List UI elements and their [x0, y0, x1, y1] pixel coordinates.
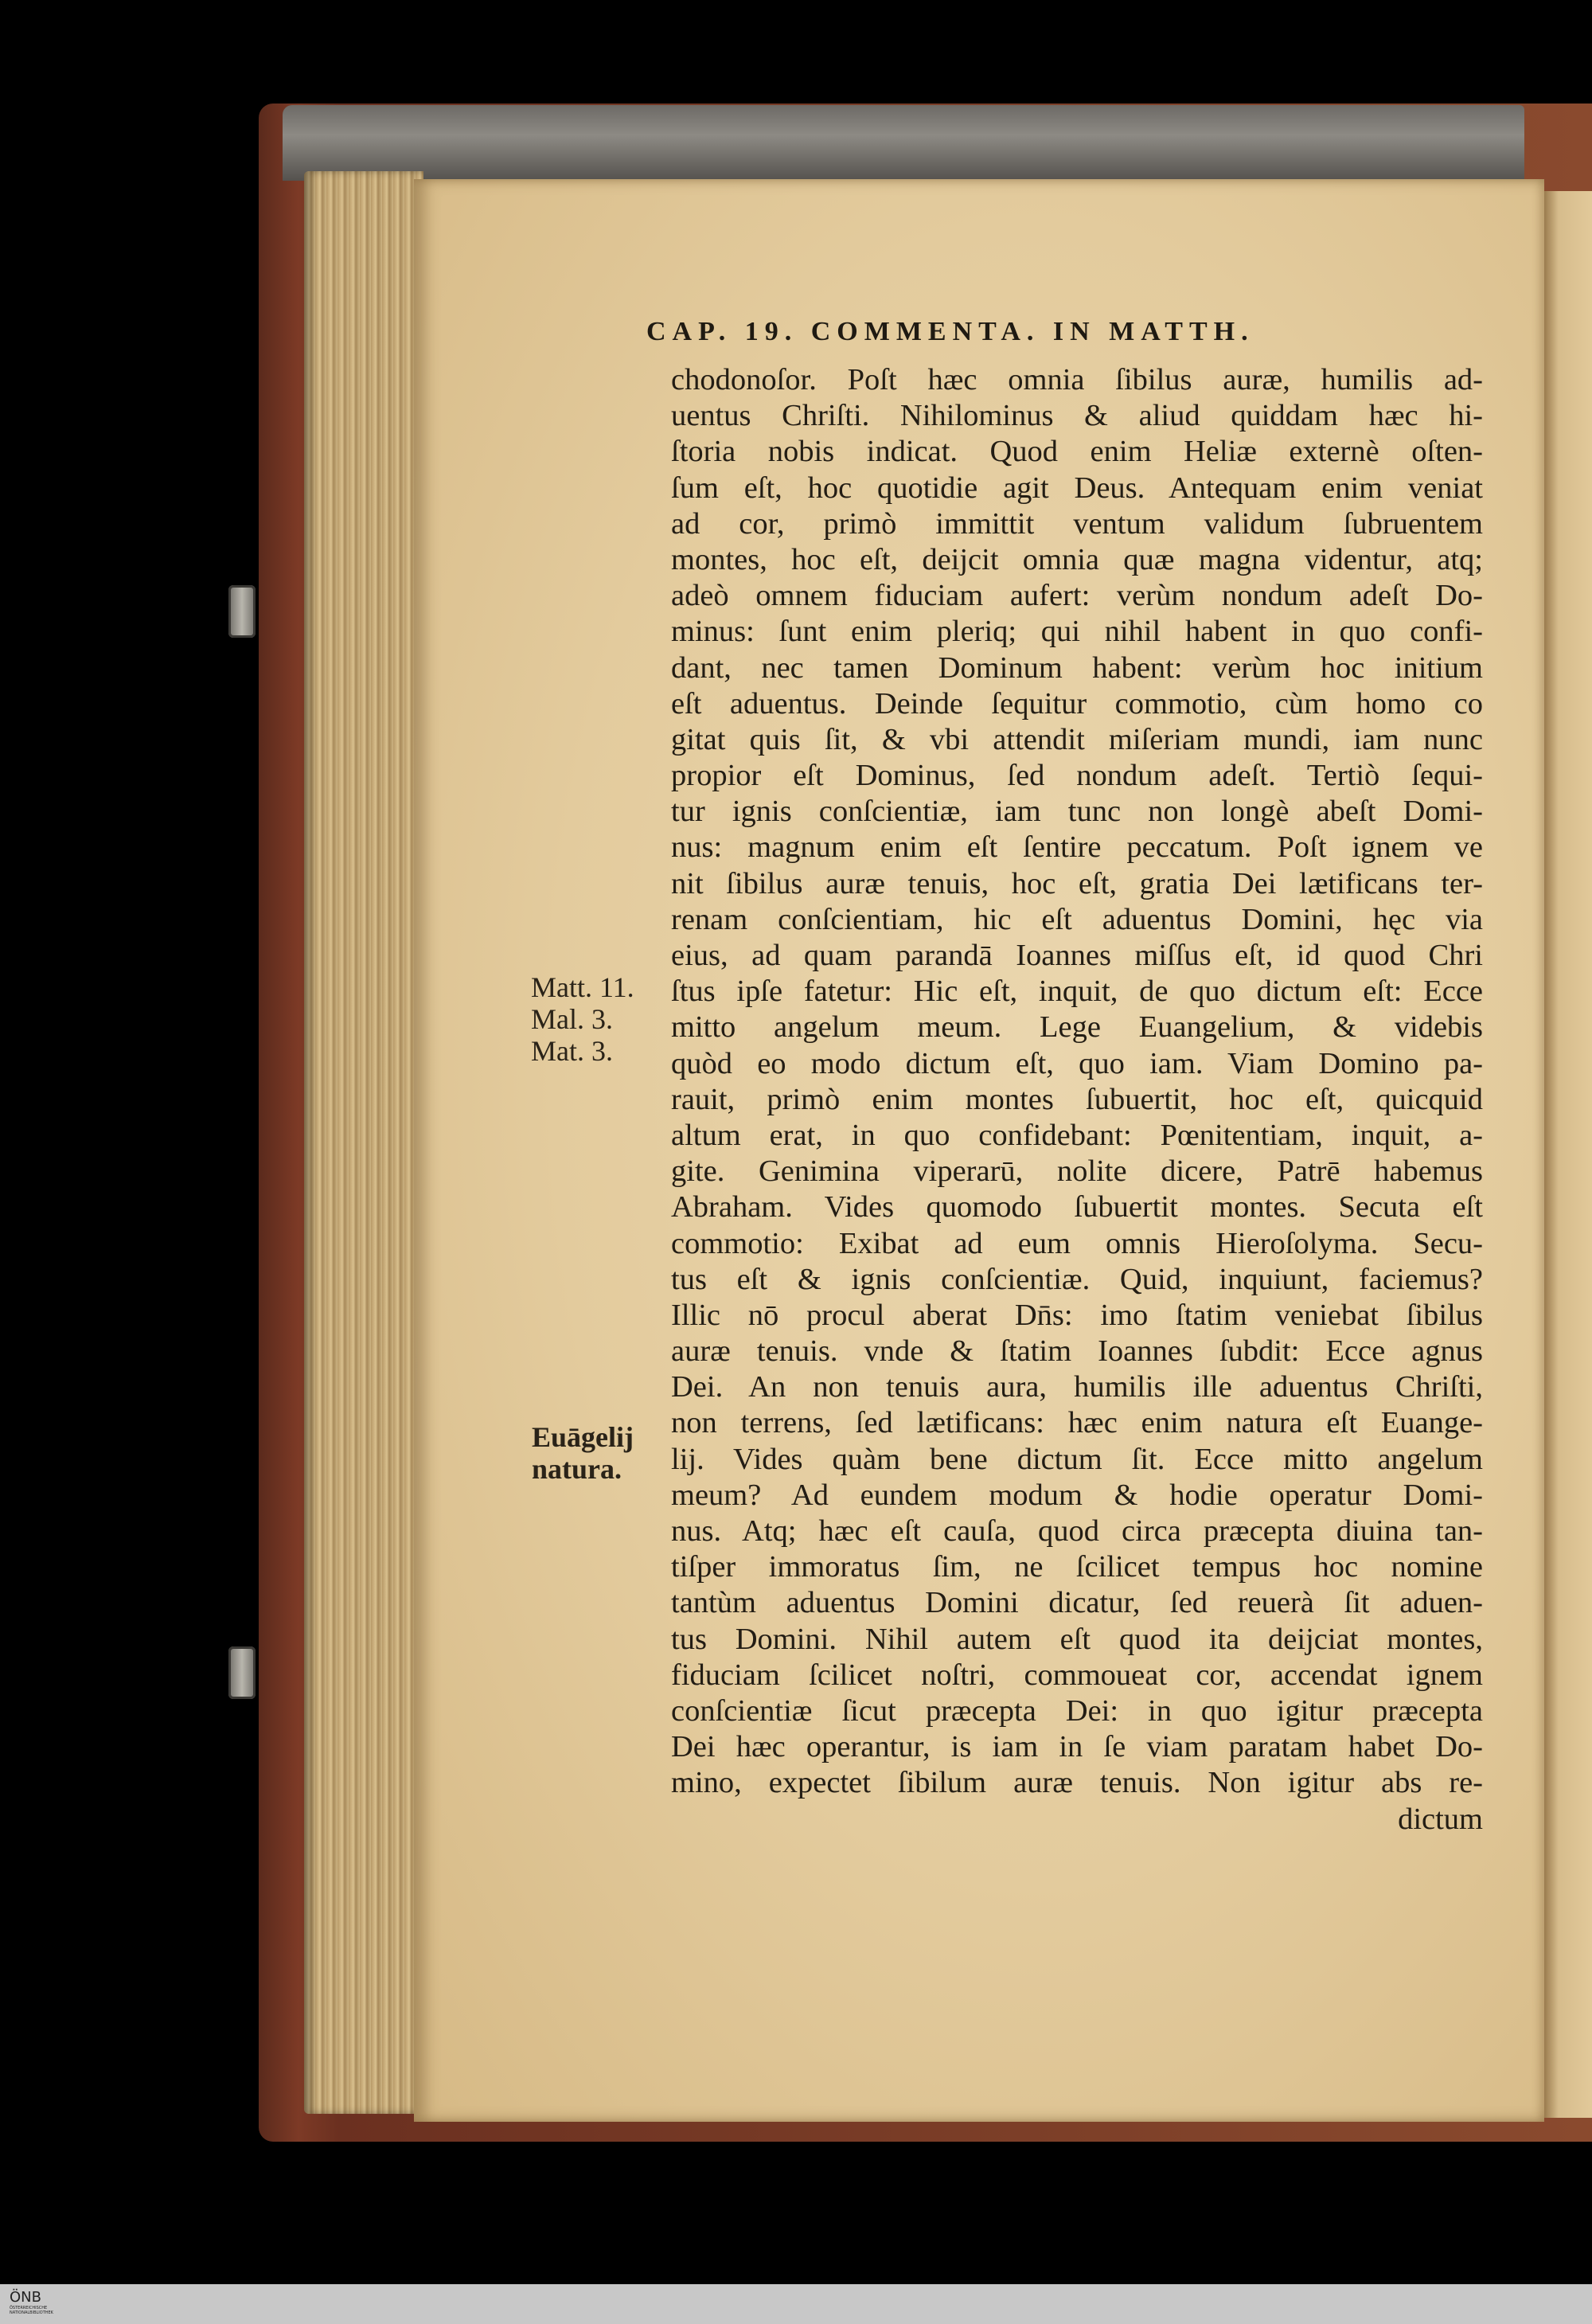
library-logo[interactable] — [10, 2289, 53, 2320]
book-cover-top-edge — [283, 105, 1524, 181]
text-line: eſt aduentus. Deinde ſequitur commotio, cùm homo co — [671, 686, 1483, 721]
marginal-note-line: natura. — [532, 1453, 622, 1485]
text-line: tus Domini. Nihil autem eſt quod ita deijciat montes, — [671, 1622, 1483, 1656]
text-line: nit ſibilus auræ tenuis, hoc eſt, gratia Dei lætificans ter- — [671, 866, 1483, 900]
page-edges — [304, 171, 423, 2114]
text-line: chodonoſor. Poſt hæc omnia ſibilus auræ, humilis ad- — [671, 363, 1483, 396]
clasp-top — [228, 585, 256, 638]
page-body-text — [671, 362, 1483, 1838]
text-line: gitat quis ſit, & vbi attendit miſeriam mundi, iam nunc — [671, 722, 1483, 756]
text-line: conſcientiæ ſicut præcepta Dei: in quo igitur præcepta — [671, 1693, 1483, 1728]
text-line: tur ignis conſcientiæ, iam tunc non longè abeſt Domi- — [671, 795, 1483, 829]
text-line: tiſper immoratus ſim, ne ſcilicet tempus hoc nomine — [671, 1550, 1483, 1584]
text-line: commotio: Exibat ad eum omnis Hieroſolyma. Secu- — [671, 1226, 1483, 1260]
text-line: lij. Vides quàm bene dictum ſit. Ecce mitto angelum — [671, 1442, 1483, 1476]
text-line: tantùm aduentus Domini dicatur, ſed reuerà ſit aduen- — [671, 1586, 1483, 1620]
viewer-footer-bar — [0, 2284, 1592, 2324]
text-line: dant, nec tamen Dominum habent: verùm hoc initium — [671, 650, 1483, 685]
text-line: propior eſt Dominus, ſed nondum adeſt. Tertiò ſequi- — [671, 759, 1483, 793]
marginal-note — [532, 1421, 634, 1485]
text-line: meum? Ad eundem modum & hodie operatur Domi- — [671, 1478, 1483, 1512]
marginal-reference: Mal. 3. — [531, 1003, 613, 1035]
text-line: nus: magnum enim eſt ſentire peccatum. Poſt ignem ve — [671, 830, 1483, 865]
text-line: tus eſt & ignis conſcientiæ. Quid, inquiunt, faciemus? — [671, 1262, 1483, 1296]
running-header: CAP. 19. COMMENTA. IN MATTH. — [646, 317, 1254, 346]
text-line: uentus Chriſti. Nihilominus & aliud quiddam hæc hi- — [671, 399, 1483, 433]
text-line: non terrens, ſed lætificans: hæc enim natura eſt Euange- — [671, 1406, 1483, 1440]
text-line: fiduciam ſcilicet noſtri, commoueat cor, accendat ignem — [671, 1658, 1483, 1692]
facing-page-edge — [1544, 191, 1592, 2118]
library-logo-caption: ÖSTERREICHISCHE NATIONALBIBLIOTHEK — [10, 2306, 53, 2315]
text-line: quòd eo modo dictum eſt, quo iam. Viam Domino pa- — [671, 1046, 1483, 1080]
text-line: ad cor, primò immittit ventum validum ſubruentem — [671, 506, 1483, 541]
text-line: mitto angelum meum. Lege Euangelium, & videbis — [671, 1010, 1483, 1045]
text-line: rauit, primò enim montes ſubuertit, hoc eſt, quicquid — [671, 1082, 1483, 1116]
marginal-reference: Matt. 11. — [531, 971, 634, 1003]
text-line: Illic nō procul aberat Dn̄s: imo ſtatim veniebat ſibilus — [671, 1298, 1483, 1332]
text-line: mino, expectet ſibilum auræ tenuis. Non igitur abs re- — [671, 1766, 1483, 1800]
text-line: Dei. An non tenuis aura, humilis ille aduentus Chriſti, — [671, 1370, 1483, 1404]
marginal-reference: Mat. 3. — [531, 1035, 613, 1067]
text-line: dictum — [1398, 1802, 1483, 1836]
text-line: gite. Genimina viperarū, nolite dicere, Patrē habemus — [671, 1154, 1483, 1189]
text-line: renam conſcientiam, hic eſt aduentus Domini, hęc via — [671, 902, 1483, 936]
text-line: Abraham. Vides quomodo ſubuertit montes. Secuta eſt — [671, 1190, 1483, 1224]
text-line: eius, ad quam parandā Ioannes miſſus eſt, id quod Chri — [671, 939, 1483, 972]
text-line: montes, hoc eſt, deijcit omnia quæ magna videntur, atq; — [671, 542, 1483, 576]
text-line: Dei hæc operantur, is iam in ſe viam paratam habet Do- — [671, 1730, 1483, 1764]
text-line: altum erat, in quo confidebant: Pœnitentiam, inquit, a- — [671, 1118, 1483, 1152]
text-line: nus. Atq; hæc eſt cauſa, quod circa præcepta diuina tan- — [671, 1514, 1483, 1548]
text-line: ſum eſt, hoc quotidie agit Deus. Antequam enim veniat — [671, 471, 1483, 505]
text-line: minus: ſunt enim pleriq; qui nihil habent in quo confi- — [671, 615, 1483, 649]
text-line: auræ tenuis. vnde & ſtatim Ioannes ſubdit: Ecce agnus — [671, 1334, 1483, 1369]
library-logo-icon: ÖNB — [10, 2289, 41, 2306]
text-line: ſtus ipſe fatetur: Hic eſt, inquit, de quo dictum eſt: Ecce — [671, 975, 1483, 1009]
marginal-references — [531, 971, 634, 1067]
clasp-bottom — [228, 1646, 256, 1699]
text-line: ſtoria nobis indicat. Quod enim Heliæ externè oſten- — [671, 435, 1483, 469]
marginal-note-line: Euāgelij — [532, 1421, 634, 1453]
text-line: adeò omnem fiduciam aufert: verùm nondum adeſt Do- — [671, 579, 1483, 613]
